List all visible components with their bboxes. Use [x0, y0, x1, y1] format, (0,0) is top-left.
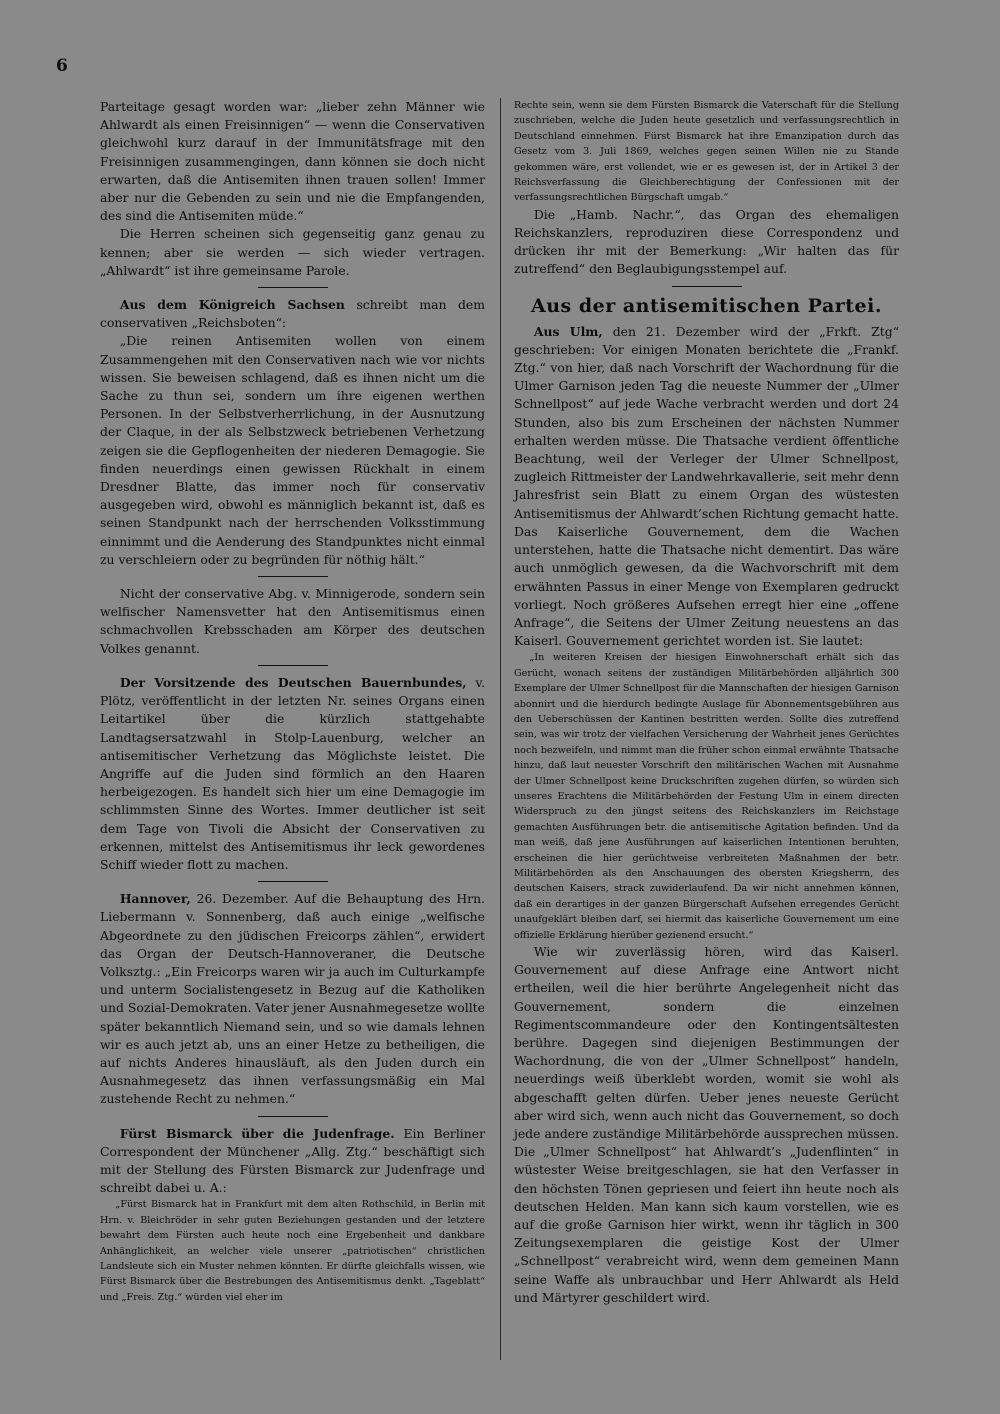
- paragraph-text: v. Plötz, veröffentlicht in der letzten Nr. seines Organs einen Leitartikel über die kürzlich stattgehabte Landtagsersatzwahl in Stolp-Lauenburg, welcher an antisemitischer Verhetzung das Möglichste leistet. Die Angriffe auf die Juden sind förmlich an den Haaren herbeigezogen. Es handelt sich hier um eine Demagogie im schlimmsten Sinne des Wortes. Immer deutlicher ist seit dem Tage von Tivoli die Absicht der Conservativen zu erkennen, mittelst des Antisemitismus ihr leck gewordenes Schiff wieder flott zu machen.: [100, 674, 486, 872]
- article-separator: [258, 1116, 328, 1117]
- article-paragraph: [514, 323, 899, 651]
- paragraph-text: Nicht der conservative Abg. v. Minnigerode, sondern sein welfischer Namensvetter hat den Antisemitismus einen schmachvollen Krebsschaden am Körper des deutschen Volkes genannt.: [100, 586, 485, 656]
- article-paragraph: [100, 98, 485, 225]
- section-title: Aus der antisemitischen Partei.: [531, 294, 882, 317]
- article-heading: Der Vorsitzende des Deutschen Bauernbundes,: [119, 674, 467, 690]
- article-separator: [258, 576, 328, 577]
- column-divider: [500, 98, 501, 1360]
- left-column: [100, 98, 485, 1305]
- article-heading: Aus dem Königreich Sachsen: [119, 297, 345, 313]
- paragraph-text: Wie wir zuverlässig hören, wird das Kaiserl. Gouvernement auf diese Anfrage eine Antwort nicht ertheilen, weil die hier berührte Angelegenheit nicht das Gouvernement, sondern die einzelnen Regimentscommandeure oder den Kontingentsältesten berühre. Dagegen sind diejenigen Bestimmungen der Wachordnung, die von der „Ulmer Schnellpost“ handeln, neuerdings weiß überklebt worden, womit sie wohl als abgeschafft gelten dürfen. Ueber jenes neueste Gerücht aber wird sich, wenn auch nicht das Gouvernement, so doch jede andere zuständige Militärbehörde aussprechen müssen. Die „Ulmer Schnellpost“ hat Ahlwardt’s „Judenflinten“ in wüstester Weise breitgeschlagen, sie hat den Verfasser in den höchsten Tönen gepriesen und feiert ihn heute noch als deutschen Helden. Man kann sich kaum vorstellen, wie es auf die große Garnison hier wirkt, wenn ihr täglich in 300 Zeitungsexemplaren die geistige Kost der Ulmer „Schnellpost“ verabreicht wird, wenn dem gemeinen Mann seine Waffe als unbrauchbar und Herr Ahlwardt als Held und Märtyrer geschildert wird.: [514, 944, 899, 1305]
- paragraph-text: Die Herren scheinen sich gegenseitig ganz genau zu kennen; aber sie werden — sich wieder vertragen. „Ahlwardt“ ist ihre gemeinsame Parole.: [100, 226, 485, 278]
- paragraph-text: schreibt man dem conservativen „Reichsboten“:: [100, 297, 485, 331]
- paragraph-text: Rechte sein, wenn sie dem Fürsten Bismarck die Vaterschaft für die Stellung zuschrieben, welche die Juden heute gesetzlich und verfassungsrechtlich in Deutschland einnehmen. Fürst Bismarck hat ihre Emanzipation durch das Gesetz vom 3. Juli 1869, welches gegen seinen Willen nie zu Stande gekommen wäre, erst vollendet, wie er es gewesen ist, der in Artikel 3 der Reichsverfassung die Gleichberechtigung der Confessionen mit der verfassungsrechtlichen Bürgschaft umgab.“: [514, 100, 899, 204]
- article-heading: Hannover,: [119, 891, 191, 907]
- article-paragraph: [514, 943, 899, 1307]
- page-number: 6: [56, 56, 68, 76]
- article-paragraph: [100, 1125, 485, 1198]
- paragraph-text: „In weiteren Kreisen der hiesigen Einwohnerschaft erhält sich das Gerücht, wonach seitens der zuständigen Militärbehörden alljährlich 300 Exemplare der Ulmer Schnellpost für die Mannschaften der hiesigen Garnison abonnirt und die hierdurch bedingte Auslage für Abonnementsgebühren aus den Ueberschüssen der Kantinen bestritten werden. Sollte dies zutreffend sein, was wir trotz der vielfachen Versicherung der Wahrheit jenes Gerüchtes noch bezweifeln, und nimmt man die früher schon einmal erwähnte Thatsache hinzu, daß laut neuester Vorschrift den militärischen Wachen mit Ausnahme der Ulmer Schnellpost keine Druckschriften zugehen dürfen, so würden sich unseres Erachtens die Militärbehörden der Festung Ulm in einem directen Widerspruch zu den jüngst seitens des Reichskanzlers im Reichstage gemachten Ausführungen betr. die antisemitische Agitation befinden. Und da man weiß, daß jene Ausführungen auf kaiserlichen Intentionen beruhten, erscheinen die hier gerüchtweise verbreiteten Maßnahmen der betr. Militärbehörden als den Anschauungen des obersten Kriegsherrn, des deutschen Kaisers, strack zuwiderlaufend. Da wir nicht annehmen können, daß ein derartiges in der ganzen Bürgerschaft Aufsehen erregendes Gerücht unaufgeklärt bleiben darf, sei hiermit das kaiserliche Gouvernement um eine offizielle Erklärung hierüber gezienend ersucht.“: [514, 652, 899, 941]
- paragraph-text: Die „Hamb. Nachr.“, das Organ des ehemaligen Reichskanzlers, reproduziren diese Correspondenz und drücken ihr mit der Bemerkung: „Wir halten das für zutreffend“ den Beglaubigungsstempel auf.: [514, 206, 899, 277]
- article-paragraph: [100, 332, 485, 569]
- paragraph-text: Ein Berliner Correspondent der Münchener „Allg. Ztg.“ beschäftigt sich mit der Stellung des Fürsten Bismarck zur Judenfrage und schreibt dabei u. A.:: [100, 1125, 485, 1196]
- paragraph-text: „Fürst Bismarck hat in Frankfurt mit dem alten Rothschild, in Berlin mit Hrn. v. Bleichröder in sehr guten Beziehungen gestanden und der letztere bewahrt dem Fürsten auch heute noch eine Ergebenheit und dankbare Anhänglichkeit, an welcher viele unserer „patriotischen“ christlichen Landsleute sich ein Muster nehmen könnten. Er dürfte gleichfalls wissen, wie Fürst Bismarck über die Bestrebungen des Antisemitismus denkt. „Tageblatt“ und „Freis. Ztg.“ würden viel eher im: [100, 1199, 485, 1303]
- paragraph-text: 26. Dezember. Auf die Behauptung des Hrn. Liebermann v. Sonnenberg, daß auch einige „welfische Abgeordnete zu den jüdischen Freicorps zählen“, erwidert das Organ der Deutsch-Hannoveraner, die Deutsche Volksztg.: „Ein Freicorps waren wir ja auch im Culturkampfe und unterm Socialistengesetz in Bezug auf die Katholiken und Sozial-Demokraten. Vater jener Ausnahmegesetze wollte später bekanntlich Niemand sein, und so wie damals lehnen wir es auch jetzt ab, uns an einer Hetze zu betheiligen, die auf nichts Anderes hinausläuft, als den Juden durch ein Ausnahmegesetz das ihnen verfassungsmäßig ein Mal zustehende Recht zu nehmen.“: [100, 891, 485, 1107]
- article-separator: [258, 287, 328, 288]
- article-separator: [258, 881, 328, 882]
- article-paragraph: [100, 890, 485, 1108]
- article-paragraph: [100, 1197, 485, 1305]
- right-column: [514, 98, 899, 1307]
- article-paragraph: [100, 585, 485, 658]
- paragraph-text: „Die reinen Antisemiten wollen von einem Zusammengehen mit den Conservativen nach wie vor nichts wissen. Sie beweisen schlagend, daß es ihnen nicht um die Sache zu thun sei, sondern um ihre eigenen werthen Personen. In der Selbstverherrlichung, in der Ausnutzung der Claque, in der als Selbstzweck betriebenen Verhetzung zeigen sie die Gepflogenheiten der niederen Demagogie. Sie finden neuerdings einen gewissen Rückhalt in einem Dresdner Blatte, das immer noch für conservativ ausgegeben wird, obwohl es männiglich bekannt ist, daß es seinen Standpunkt nach der herrschenden Volksstimmung einnimmt und die Aenderung des Standpunktes nicht einmal zu verschleiern oder zu begründen für nöthig hält.“: [100, 333, 485, 567]
- article-paragraph: [100, 674, 485, 874]
- article-heading: Aus Ulm,: [533, 323, 603, 339]
- article-paragraph: [514, 206, 899, 279]
- article-paragraph: [100, 225, 485, 280]
- article-paragraph: [514, 98, 899, 206]
- article-paragraph: [100, 296, 485, 332]
- paragraph-text: Parteitage gesagt worden war: „lieber zehn Männer wie Ahlwardt als einen Freisinnigen“ — wenn die Conservativen gleichwohl kurz darauf in der Immunitätsfrage mit den Freisinnigen zusammengingen, dann können sie doch nicht erwarten, daß die Antisemiten ihnen trauen sollen! Immer aber nur die Gebenden zu sein und nie die Empfangenden, des sind die Antisemiten müde.“: [100, 99, 485, 224]
- paragraph-text: den 21. Dezember wird der „Frkft. Ztg“ geschrieben: Vor einigen Monaten berichtete die „Frankf. Ztg.“ von hier, daß nach Vorschrift der Wachordnung für die Ulmer Garnison jeden Tag die neueste Nummer der „Ulmer Schnellpost“ auf jede Wache verbracht werden und dort 24 Stunden, also bis zum Erscheinen der nächsten Nummer erhalten werden müsse. Die Thatsache verdient öffentliche Beachtung, weil der Verleger der Ulmer Schnellpost, zugleich Rittmeister der Landwehrkavallerie, seit mehr denn Jahresfrist sein Blatt zu einem Organ des wüstesten Antisemitismus der Ahlwardt’schen Richtung gemacht hatte. Das Kaiserliche Gouvernement, dem die Wachen unterstehen, hatte die Thatsache nicht dementirt. Das wäre auch unmöglich gewesen, da die Wachvorschrift mit dem erwähnten Passus in einer Menge von Exemplaren gedruckt vorliegt. Noch größeres Aufsehen erregt hier eine „offene Anfrage“, die Seitens der Ulmer Zeitung neuestens an das Kaiserl. Gouvernement gerichtet worden ist. Sie lautet:: [514, 323, 899, 649]
- article-separator: [258, 665, 328, 666]
- article-paragraph: [514, 650, 899, 943]
- article-separator: [672, 286, 742, 287]
- article-heading: Fürst Bismarck über die Judenfrage.: [119, 1125, 395, 1141]
